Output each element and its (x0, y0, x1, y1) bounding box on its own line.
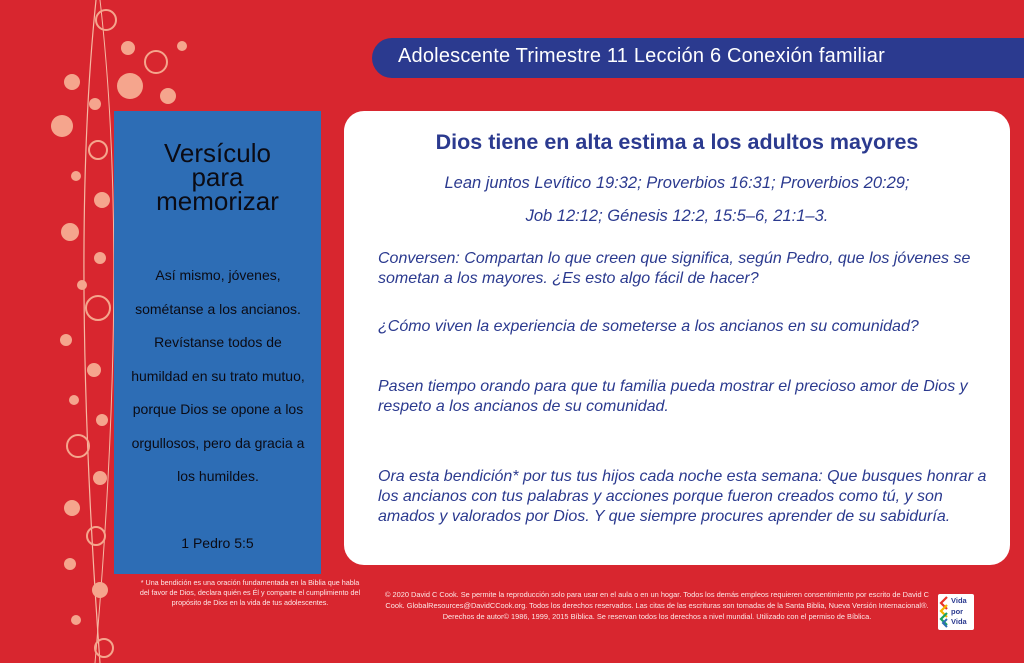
discussion-prompt: Conversen: Compartan lo que creen que significa, según Pedro, que los jóvenes se sometan a los mayores. ¿Es esto algo fácil de hacer? (378, 250, 971, 287)
memory-verse-reference: 1 Pedro 5:5 (181, 535, 254, 551)
scripture-line: Lean juntos Levítico 19:32; Proverbios 16:31; Proverbios 20:29; (444, 174, 910, 192)
vida-por-vida-logo (938, 594, 974, 630)
logo-line: por (951, 606, 964, 616)
logo-text (951, 596, 974, 628)
lesson-title: Dios tiene en alta estima a los adultos mayores (435, 130, 919, 154)
copyright-notice: © 2020 David C Cook. Se permite la reproducción solo para usar en el aula o en un hogar. Todos los demás empleos requieren consentimiento por escrito de David C Cook. GlobalResources@DavidCCook.org. Todos los derechos reservados. Las citas de las escrituras son tomadas de la Santa Biblia, Nueva Versión Internacional®. Derechos de autor© 1986, 1999, 2015 Bíblica. Se reservan todos los derechos a nivel mundial. Utilizado con el permiso de Bíblica. (385, 590, 929, 621)
header-title: Adolescente Trimestre 11 Lección 6 Conexión familiar (398, 45, 885, 67)
logo-line: Vida (951, 596, 967, 605)
memory-verse-heading-line: Versículo (164, 138, 271, 168)
blessing-text: Ora esta bendición* por tus tus hijos cada noche esta semana: Que busques honrar a los ancianos con tus palabras y acciones porque fueron creados como tú, y son amados y valorados por Dios. Y que siempre procures aprender de su sabiduría. (378, 468, 987, 525)
scripture-references (354, 167, 1000, 233)
memory-verse-heading-line: memorizar (156, 186, 279, 216)
memory-verse-card (114, 111, 321, 574)
logo-line: Vida (951, 617, 967, 626)
memory-verse-heading (114, 138, 321, 216)
community-question: ¿Cómo viven la experiencia de someterse a los ancianos en su comunidad? (378, 318, 919, 335)
lesson-card (344, 111, 1010, 565)
blessing-footnote: * Una bendición es una oración fundamentada en la Biblia que habla del favor de Dios, declara quién es Él y comparte el cumplimiento del propósito de Dios en la vida de tus adolescentes. (139, 578, 361, 607)
prayer-prompt: Pasen tiempo orando para que tu familia pueda mostrar el precioso amor de Dios y respeto a los ancianos de su comunidad. (378, 378, 968, 415)
memory-verse-heading-line: para (191, 162, 244, 192)
memory-verse-text: Así mismo, jóvenes, sométanse a los ancianos. Revístanse todos de humildad en su trato mutuo, porque Dios se opone a los orgullosos, pero da gracia a los humildes. (131, 267, 305, 484)
logo-chevron-icon (938, 594, 950, 630)
scripture-line: Job 12:12; Génesis 12:2, 15:5–6, 21:1–3. (525, 207, 829, 225)
